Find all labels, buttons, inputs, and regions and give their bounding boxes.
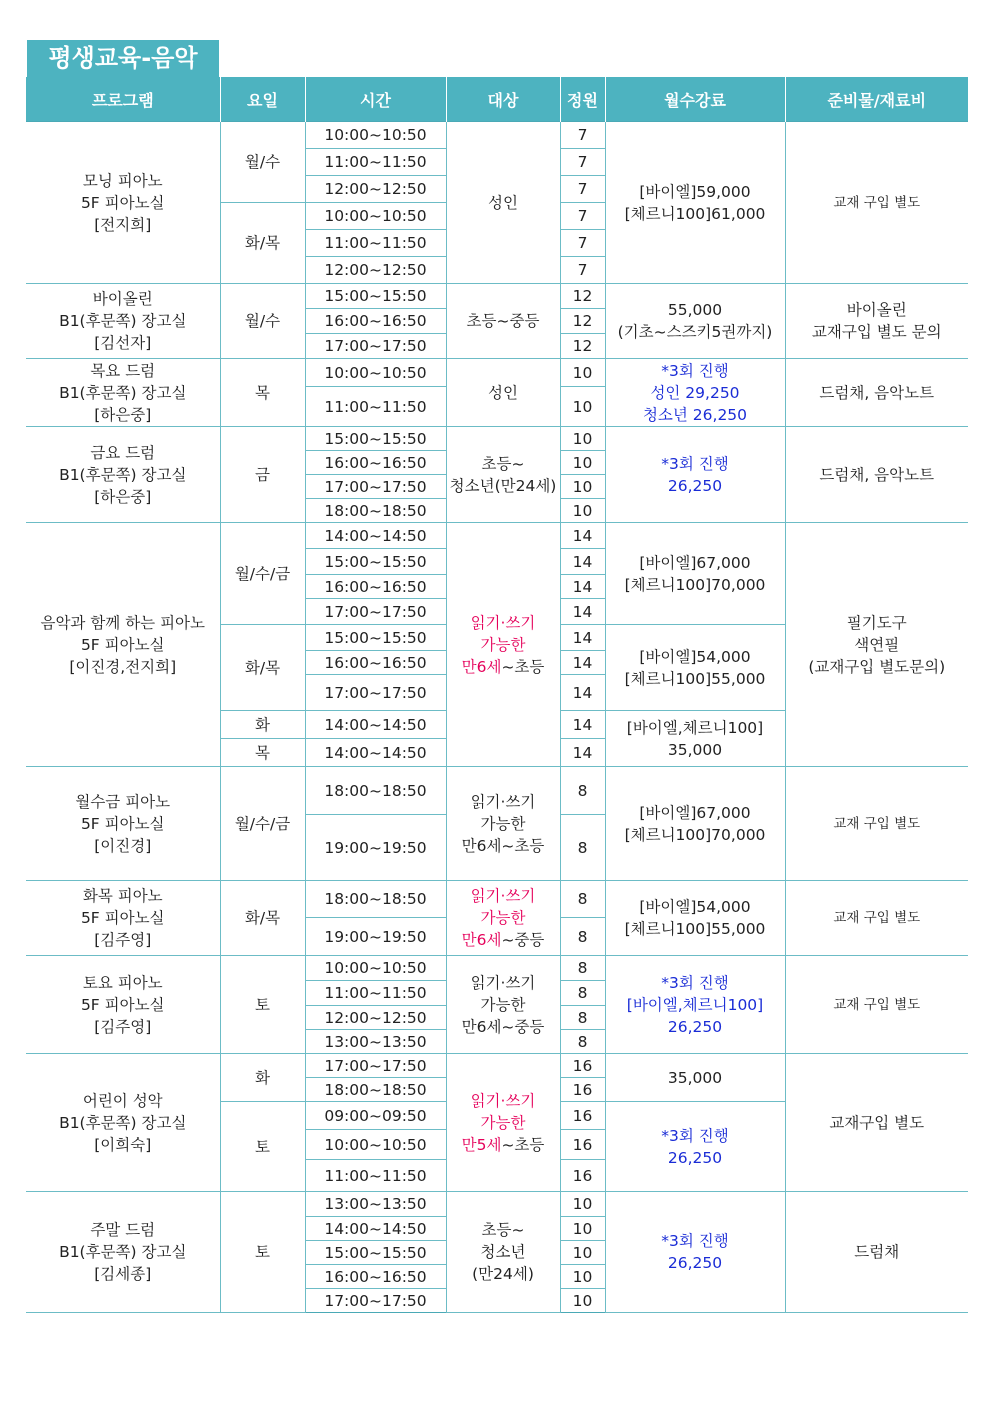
materials-cell: 드럼채 [785, 1192, 968, 1313]
time-cell: 12:00~12:50 [305, 176, 446, 203]
day-cell: 화 [220, 1054, 305, 1102]
table-row [26, 1192, 968, 1217]
capacity-cell: 7 [560, 203, 605, 230]
time-cell: 11:00~11:50 [305, 387, 446, 427]
target-highlight: 읽기·쓰기 가능한 만6세 [461, 887, 536, 949]
time-cell: 19:00~19:50 [305, 815, 446, 881]
time-cell: 15:00~15:50 [305, 549, 446, 575]
capacity-cell: 14 [560, 625, 605, 651]
capacity-cell: 10 [560, 1217, 605, 1241]
table-row [26, 122, 968, 149]
time-cell: 11:00~11:50 [305, 981, 446, 1006]
capacity-cell: 12 [560, 334, 605, 359]
day-cell: 화/목 [220, 881, 305, 956]
fee-cell: *3회 진행 성인 29,250 청소년 26,250 [605, 359, 785, 427]
time-cell: 12:00~12:50 [305, 257, 446, 284]
time-cell: 16:00~16:50 [305, 451, 446, 475]
capacity-cell: 8 [560, 881, 605, 918]
time-cell: 11:00~11:50 [305, 1160, 446, 1192]
table-row [26, 1054, 968, 1078]
materials-cell: 교재 구입 별도 [785, 122, 968, 284]
program-cell: 모닝 피아노 5F 피아노실 [전지희] [26, 122, 220, 284]
fee-cell: 55,000 (기초~스즈키5권까지) [605, 284, 785, 359]
day-cell: 화/목 [220, 203, 305, 284]
target-highlight: 읽기·쓰기 가능한 만5세 [461, 1091, 536, 1154]
time-cell: 17:00~17:50 [305, 675, 446, 711]
table-row [26, 359, 968, 387]
capacity-cell: 10 [560, 427, 605, 451]
target-cell: 읽기·쓰기 가능한 만6세~중등 [446, 956, 560, 1054]
capacity-cell: 10 [560, 359, 605, 387]
target-cell [446, 881, 560, 956]
header-row [26, 77, 968, 122]
program-cell: 화목 피아노 5F 피아노실 [김주영] [26, 881, 220, 956]
capacity-cell: 16 [560, 1160, 605, 1192]
capacity-cell: 8 [560, 1006, 605, 1030]
program-cell: 금요 드럼 B1(후문쪽) 장고실 [하은중] [26, 427, 220, 523]
time-cell: 17:00~17:50 [305, 599, 446, 625]
capacity-cell: 8 [560, 918, 605, 956]
fee-cell: *3회 진행 26,250 [605, 1102, 785, 1192]
time-cell: 15:00~15:50 [305, 1241, 446, 1265]
capacity-cell: 14 [560, 711, 605, 739]
time-cell: 18:00~18:50 [305, 1078, 446, 1102]
materials-cell: 바이올린 교재구입 별도 문의 [785, 284, 968, 359]
header-target: 대상 [446, 77, 560, 122]
capacity-cell: 16 [560, 1102, 605, 1130]
day-cell: 월/수 [220, 284, 305, 359]
table-row [26, 767, 968, 815]
program-cell: 어린이 성악 B1(후문쪽) 장고실 [이희숙] [26, 1054, 220, 1192]
time-cell: 14:00~14:50 [305, 711, 446, 739]
day-cell: 월/수/금 [220, 523, 305, 625]
target-cell: 초등~ 청소년 (만24세) [446, 1192, 560, 1313]
capacity-cell: 16 [560, 1078, 605, 1102]
header-day: 요일 [220, 77, 305, 122]
header-time: 시간 [305, 77, 446, 122]
time-cell: 10:00~10:50 [305, 203, 446, 230]
time-cell: 17:00~17:50 [305, 334, 446, 359]
day-cell: 화 [220, 711, 305, 739]
program-cell: 음악과 함께 하는 피아노 5F 피아노실 [이진경,전지희] [26, 523, 220, 767]
time-cell: 15:00~15:50 [305, 427, 446, 451]
target-cell [446, 1054, 560, 1192]
capacity-cell: 14 [560, 675, 605, 711]
fee-cell: 35,000 [605, 1054, 785, 1102]
time-cell: 14:00~14:50 [305, 739, 446, 767]
day-cell: 토 [220, 1102, 305, 1192]
capacity-cell: 8 [560, 981, 605, 1006]
capacity-cell: 14 [560, 549, 605, 575]
capacity-cell: 10 [560, 475, 605, 499]
time-cell: 13:00~13:50 [305, 1192, 446, 1217]
time-cell: 10:00~10:50 [305, 956, 446, 981]
capacity-cell: 7 [560, 122, 605, 149]
capacity-cell: 7 [560, 176, 605, 203]
day-cell: 토 [220, 1192, 305, 1313]
time-cell: 18:00~18:50 [305, 767, 446, 815]
capacity-cell: 14 [560, 739, 605, 767]
capacity-cell: 10 [560, 1289, 605, 1313]
time-cell: 15:00~15:50 [305, 284, 446, 309]
time-cell: 14:00~14:50 [305, 523, 446, 549]
program-cell: 바이올린 B1(후문쪽) 장고실 [김선자] [26, 284, 220, 359]
capacity-cell: 8 [560, 956, 605, 981]
target-suffix: ~중등 [501, 931, 545, 949]
day-cell: 월/수/금 [220, 767, 305, 881]
time-cell: 12:00~12:50 [305, 1006, 446, 1030]
time-cell: 16:00~16:50 [305, 309, 446, 334]
capacity-cell: 8 [560, 815, 605, 881]
capacity-cell: 10 [560, 499, 605, 523]
materials-cell: 교재 구입 별도 [785, 881, 968, 956]
day-cell: 금 [220, 427, 305, 523]
fee-cell: [바이엘]54,000 [체르니100]55,000 [605, 625, 785, 711]
materials-cell: 교재 구입 별도 [785, 767, 968, 881]
capacity-cell: 12 [560, 284, 605, 309]
header-materials: 준비물/재료비 [785, 77, 968, 122]
target-suffix: ~초등 [501, 657, 545, 676]
target-cell: 읽기·쓰기 가능한 만6세~초등 [446, 767, 560, 881]
capacity-cell: 8 [560, 1030, 605, 1054]
capacity-cell: 12 [560, 309, 605, 334]
materials-cell: 드럼채, 음악노트 [785, 427, 968, 523]
time-cell: 10:00~10:50 [305, 122, 446, 149]
fee-cell: [바이엘]54,000 [체르니100]55,000 [605, 881, 785, 956]
time-cell: 19:00~19:50 [305, 918, 446, 956]
time-cell: 17:00~17:50 [305, 475, 446, 499]
header-program: 프로그램 [26, 77, 220, 122]
time-cell: 16:00~16:50 [305, 1265, 446, 1289]
capacity-cell: 7 [560, 257, 605, 284]
program-cell: 목요 드럼 B1(후문쪽) 장고실 [하은중] [26, 359, 220, 427]
capacity-cell: 16 [560, 1054, 605, 1078]
target-suffix: ~초등 [501, 1135, 545, 1154]
day-cell: 토 [220, 956, 305, 1054]
time-cell: 16:00~16:50 [305, 575, 446, 599]
target-cell [446, 523, 560, 767]
fee-cell: [바이엘]59,000 [체르니100]61,000 [605, 122, 785, 284]
day-cell: 화/목 [220, 625, 305, 711]
capacity-cell: 14 [560, 523, 605, 549]
fee-cell: [바이엘]67,000 [체르니100]70,000 [605, 767, 785, 881]
capacity-cell: 10 [560, 1265, 605, 1289]
table-row [26, 523, 968, 549]
target-cell: 성인 [446, 122, 560, 284]
fee-cell: *3회 진행 26,250 [605, 427, 785, 523]
header-fee: 월수강료 [605, 77, 785, 122]
table-row [26, 956, 968, 981]
target-cell: 초등~ 청소년(만24세) [446, 427, 560, 523]
capacity-cell: 14 [560, 575, 605, 599]
materials-cell: 교재구입 별도 [785, 1054, 968, 1192]
capacity-cell: 10 [560, 1192, 605, 1217]
time-cell: 18:00~18:50 [305, 499, 446, 523]
program-cell: 토요 피아노 5F 피아노실 [김주영] [26, 956, 220, 1054]
capacity-cell: 10 [560, 451, 605, 475]
time-cell: 17:00~17:50 [305, 1054, 446, 1078]
page-title: 평생교육-음악 [27, 40, 219, 77]
day-cell: 목 [220, 359, 305, 427]
table-row [26, 427, 968, 451]
target-cell: 초등~중등 [446, 284, 560, 359]
capacity-cell: 7 [560, 230, 605, 257]
fee-cell: [바이엘,체르니100] 35,000 [605, 711, 785, 767]
day-cell: 월/수 [220, 122, 305, 203]
time-cell: 14:00~14:50 [305, 1217, 446, 1241]
time-cell: 09:00~09:50 [305, 1102, 446, 1130]
fee-cell: *3회 진행 26,250 [605, 1192, 785, 1313]
fee-cell: *3회 진행 [바이엘,체르니100] 26,250 [605, 956, 785, 1054]
target-highlight: 읽기·쓰기 가능한 만6세 [461, 613, 536, 676]
capacity-cell: 8 [560, 767, 605, 815]
capacity-cell: 14 [560, 599, 605, 625]
program-cell: 월수금 피아노 5F 피아노실 [이진경] [26, 767, 220, 881]
capacity-cell: 16 [560, 1130, 605, 1160]
capacity-cell: 14 [560, 651, 605, 675]
capacity-cell: 10 [560, 387, 605, 427]
time-cell: 11:00~11:50 [305, 149, 446, 176]
time-cell: 18:00~18:50 [305, 881, 446, 918]
materials-cell: 드럼채, 음악노트 [785, 359, 968, 427]
capacity-cell: 7 [560, 149, 605, 176]
materials-cell: 교재 구입 별도 [785, 956, 968, 1054]
table-row [26, 881, 968, 918]
time-cell: 10:00~10:50 [305, 359, 446, 387]
schedule-table [26, 77, 968, 1313]
materials-cell: 필기도구 색연필 (교재구입 별도문의) [785, 523, 968, 767]
time-cell: 10:00~10:50 [305, 1130, 446, 1160]
table-row [26, 284, 968, 309]
target-cell: 성인 [446, 359, 560, 427]
schedule-body [26, 122, 968, 1313]
time-cell: 13:00~13:50 [305, 1030, 446, 1054]
header-capacity: 정원 [560, 77, 605, 122]
day-cell: 목 [220, 739, 305, 767]
time-cell: 11:00~11:50 [305, 230, 446, 257]
time-cell: 17:00~17:50 [305, 1289, 446, 1313]
time-cell: 16:00~16:50 [305, 651, 446, 675]
capacity-cell: 10 [560, 1241, 605, 1265]
time-cell: 15:00~15:50 [305, 625, 446, 651]
fee-cell: [바이엘]67,000 [체르니100]70,000 [605, 523, 785, 625]
program-cell: 주말 드럼 B1(후문쪽) 장고실 [김세종] [26, 1192, 220, 1313]
